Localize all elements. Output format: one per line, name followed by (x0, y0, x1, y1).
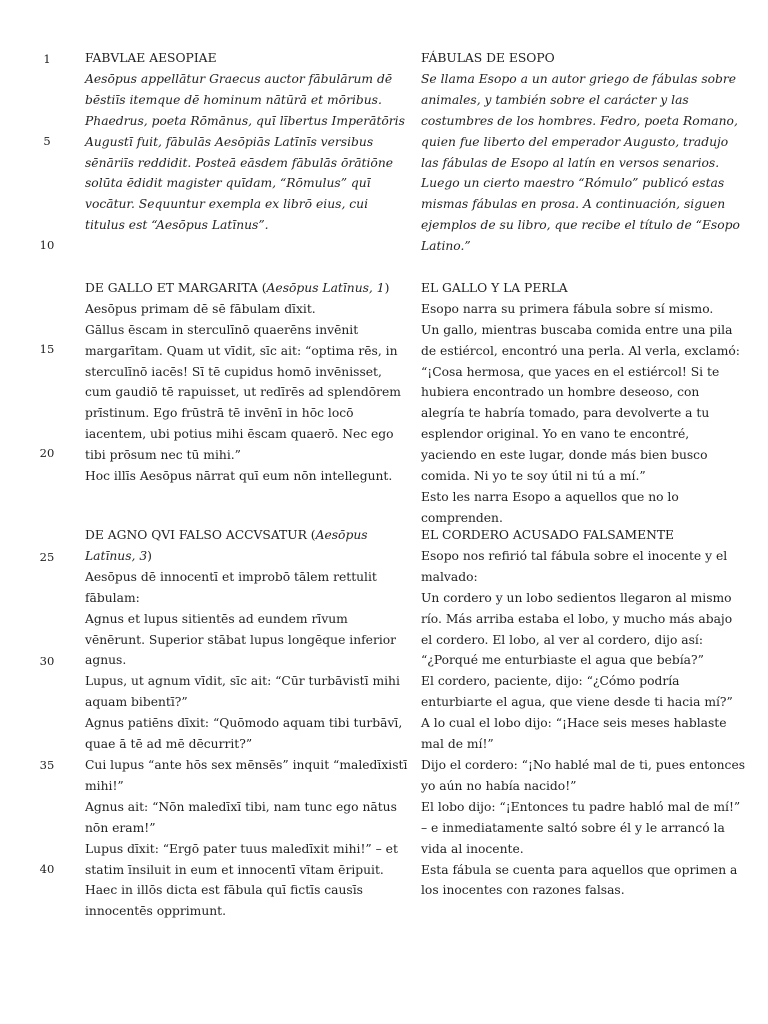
latin-fable1-paragraph: Hoc illīs Aesōpus nārrat quī eum nōn intellegunt. (85, 469, 393, 484)
title-text: DE GALLO ET MARGARITA ( (85, 280, 267, 295)
line-number: 20 (39, 446, 55, 460)
spanish-fable2-paragraph: Un cordero y un lobo sedientos llegaron al mismo río. Más arriba estaba el lobo, y mucho más abajo el cordero. El lobo, al ver al cordero, dijo así: “¿Porqué me enturbiaste el agua que bebía?” (421, 590, 733, 668)
line-number: 1 (43, 52, 51, 66)
title-text: DE AGNO QVI FALSO ACCVSATUR ( (85, 528, 316, 542)
latin-fable2-paragraph: Agnus et lupus sitientēs ad eundem rīvum vēnērunt. Superior stābat lupus longēque inferior agnus. (85, 611, 397, 668)
spanish-fable2-paragraph: El lobo dijo: “¡Entonces tu padre habló mal de mí!” – e inmediatamente saltó sobre él y le arrancó la vida al inocente. (421, 799, 741, 856)
latin-fable2-title (85, 525, 409, 567)
title-close: ) (384, 280, 390, 295)
latin-fable2-paragraph: Lupus, ut agnum vīdit, sīc ait: “Cūr turbāvistī mihi aquam bibentī?” (85, 674, 400, 710)
latin-fable1-paragraph: Aesōpus primam dē sē fābulam dīxit. (85, 301, 316, 316)
latin-column-fable2 (85, 525, 409, 922)
latin-intro-title: FABVLAE AESOPIAE (85, 51, 217, 65)
spanish-fable2-paragraph: A lo cual el lobo dijo: “¡Hace seis meses hablaste mal de mí!” (421, 716, 727, 752)
line-number: 30 (39, 654, 55, 668)
line-number: 10 (39, 238, 55, 252)
latin-fable1-title (85, 278, 409, 299)
source-citation: Aesōpus Latīnus, 1 (266, 280, 385, 295)
latin-fable2-paragraph: Haec in illōs dicta est fābula quī fictīs causīs innocentēs opprimunt. (85, 883, 363, 919)
latin-column (85, 48, 409, 487)
spanish-fable1-paragraph: Esopo narra su primera fábula sobre sí mismo. (421, 301, 714, 316)
spanish-fable2-paragraph: Esta fábula se cuenta para aquellos que oprimen a los inocentes con razones falsas. (421, 862, 738, 898)
spanish-fable1-title: EL GALLO Y LA PERLA (421, 280, 568, 295)
spanish-fable2-paragraph: Dijo el cordero: “¡No hablé mal de ti, pues entonces yo aún no había nacido!” (421, 757, 746, 793)
latin-fable2-paragraph: Agnus patiēns dīxit: “Quōmodo aquam tibi turbāvī, quae ā tē ad mē dēcurrit?” (85, 716, 403, 752)
latin-intro-text: Aesōpus appellātur Graecus auctor fābulārum dē bēstiīs itemque dē hominum nātūrā et mōribus. Phaedrus, poeta Rōmānus, quī lībertus Imperātōris Augustī fuit, fābulās Aesōpiās Latīnīs versibus sēnāriīs reddidit. Posteā eāsdem fābulās ōrātiōne solūta ēdidit magister quīdam, “Rōmulus” quī vocātur. Sequuntur exempla ex librō eius, cui titulus est “Aesōpus Latīnus”. (85, 71, 405, 233)
line-number: 40 (39, 862, 55, 876)
line-number: 25 (39, 550, 55, 564)
spanish-fable1-paragraph: Esto les narra Esopo a aquellos que no lo comprenden. (421, 490, 679, 525)
latin-fable2-paragraph: Lupus dīxit: “Ergō pater tuus maledīxit mihi!” – et statim īnsiluit in eum et innocentī vītam ēripuit. (85, 841, 398, 877)
line-number: 35 (39, 758, 55, 772)
latin-fable2-paragraph: Aesōpus dē innocentī et improbō tālem rettulit fābulam: (85, 569, 377, 605)
spanish-intro-text: Se llama Esopo a un autor griego de fábulas sobre animales, y también sobre el carácter y las costumbres de los hombres. Fedro, poeta Romano, quien fue liberto del emperador Augusto, tradujo las fábulas de Esopo al latín en versos senarios. Luego un cierto maestro “Rómulo” publicó estas mismas fábulas en prosa. A continuación, siguen ejemplos de su libro, que recibe el título de “Esopo Latino.” (421, 71, 740, 254)
latin-fable2-paragraph: Agnus ait: “Nōn maledīxī tibi, nam tunc ego nātus nōn eram!” (85, 799, 397, 835)
line-number: 15 (39, 342, 55, 356)
latin-fable1-paragraph: Gāllus ēscam in sterculīnō quaerēns invēnit margarītam. Quam ut vīdit, sīc ait: “optima rēs, in sterculīnō iacēs! Sī tē cupidus homō invēnisset, cum gaudiō tē rapuisset, ut redīrēs ad splendōrem prīstinum. Ego frūstrā tē invēnī in hōc locō iacentem, ubi potius mihi ēscam quaerō. Nec ego tibi prōsum nec tū mihi.” (85, 322, 401, 463)
spanish-fable2-paragraph: El cordero, paciente, dijo: “¿Cómo podría enturbiarte el agua, que viene desde ti hacia mí?” (421, 674, 733, 710)
line-number: 5 (43, 134, 51, 148)
latin-fable2-paragraph: Cui lupus “ante hōs sex mēnsēs” inquit “maledīxistī mihi!” (85, 757, 408, 793)
title-close: ) (147, 548, 152, 563)
spanish-column-fable2 (421, 525, 746, 901)
spanish-fable2-title: EL CORDERO ACUSADO FALSAMENTE (421, 528, 675, 542)
spanish-fable2-paragraph: Esopo nos refirió tal fábula sobre el inocente y el malvado: (421, 548, 728, 584)
spanish-intro-title: FÁBULAS DE ESOPO (421, 51, 555, 65)
source-citation: Aesōpus Latīnus, 3 (85, 528, 368, 563)
spanish-column (421, 48, 746, 529)
spanish-fable1-paragraph: Un gallo, mientras buscaba comida entre una pila de estiércol, encontró una perla. Al verla, exclamó: “¡Cosa hermosa, que yaces en el estiércol! Si te hubiera encontrado un hombre deseoso, con alegría te habría tomado, para devolverte a tu esplendor original. Yo en vano te encontré, yaciendo en este lugar, donde más bien busco comida. Ni yo te soy útil ni tú a mí.” (421, 322, 740, 484)
